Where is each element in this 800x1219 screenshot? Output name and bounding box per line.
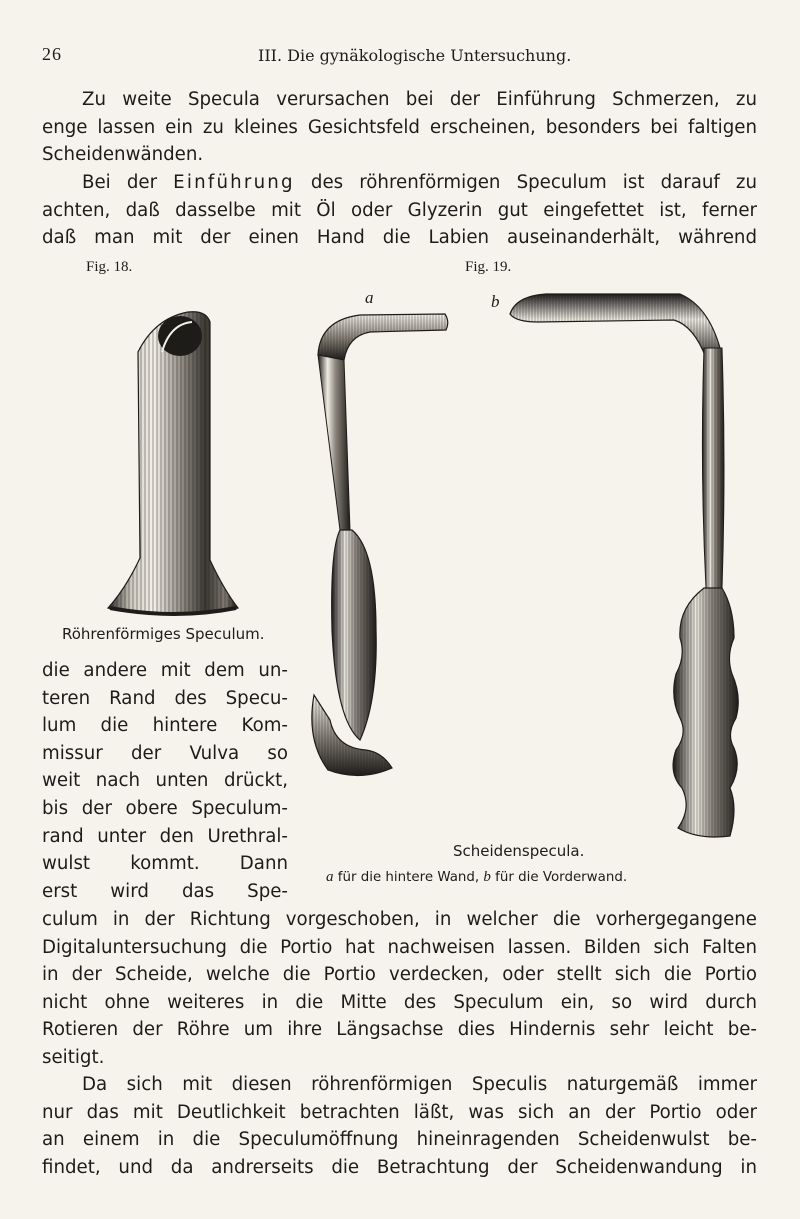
- bottom-paragraph-1: [42, 906, 757, 1072]
- text-line: missur der Vulva so: [42, 742, 288, 764]
- text-line: an einem in die Speculumöffnung hineinragenden Scheidenwulst be-: [42, 1129, 757, 1151]
- emphasized-word: Einführung: [173, 172, 295, 193]
- speculum-b-illustration: [498, 288, 743, 848]
- running-title: III. Die gynäkologische Untersuchung.: [258, 46, 572, 65]
- tubular-speculum-illustration: [100, 300, 250, 620]
- legend-text-b: für die Vorderwand.: [490, 870, 628, 885]
- text-line: Da sich mit diesen röhrenförmigen Speculis naturgemäß immer: [82, 1074, 757, 1095]
- text-line: teren Rand des Specu-: [42, 687, 288, 709]
- text-line: Rotieren der Röhre um ihre Längsachse dies Hindernis sehr leicht be-: [42, 1019, 757, 1041]
- text-fragment: Bei der: [82, 172, 174, 193]
- fig18-label: Fig. 18.: [86, 259, 133, 275]
- text-line: rand unter den Urethral-: [42, 825, 288, 847]
- top-paragraph-1: [42, 86, 757, 169]
- text-line: nur das mit Deutlichkeit betrachten läßt, was sich an der Portio oder: [42, 1101, 757, 1123]
- fig19-caption: Scheidenspecula.: [453, 842, 585, 860]
- text-line: Digitaluntersuchung die Portio hat nachweisen lassen. Bilden sich Falten: [42, 936, 757, 958]
- text-line: die andere mit dem un-: [42, 660, 288, 681]
- page-number: 26: [42, 44, 62, 64]
- text-line: bis der obere Speculum-: [42, 797, 288, 819]
- text-line: wulst kommt. Dann: [42, 853, 288, 875]
- fig19-legend: [326, 869, 627, 886]
- top-paragraph-2: [42, 169, 757, 252]
- text-line: Scheidenwänden.: [42, 144, 204, 166]
- legend-letter-a: a: [326, 869, 334, 885]
- text-line: in der Scheide, welche die Portio verdecken, oder stellt sich die Portio: [42, 964, 757, 986]
- speculum-a-illustration: [300, 300, 475, 780]
- text-line: lum die hintere Kom-: [42, 715, 288, 737]
- text-fragment: des röhrenförmigen Speculum ist darauf zu: [294, 172, 757, 193]
- text-line: daß man mit der einen Hand die Labien auseinanderhält, während: [42, 227, 757, 249]
- text-line: erst wird das Spe-: [42, 880, 288, 902]
- side-paragraph: [42, 657, 288, 905]
- legend-letter-b: b: [483, 869, 491, 885]
- text-line: weit nach unten drückt,: [42, 770, 288, 792]
- text-line: nicht ohne weiteres in die Mitte des Speculum ein, so wird durch: [42, 991, 757, 1013]
- fig19-letter-b: b: [491, 292, 500, 311]
- text-line: culum in der Richtung vorgeschoben, in welcher die vorhergegangene: [42, 909, 757, 930]
- page-header: [0, 44, 800, 74]
- fig19-label: Fig. 19.: [465, 259, 512, 275]
- fig18-caption: Röhrenförmiges Speculum.: [62, 625, 265, 643]
- text-line: [42, 169, 757, 197]
- bottom-paragraph-2: [42, 1071, 757, 1181]
- text-line: findet, und da andrerseits die Betrachtung der Scheidenwandung in: [42, 1156, 757, 1178]
- text-line: Zu weite Specula verursachen bei der Einführung Schmerzen, zu: [82, 89, 757, 110]
- fig19-letter-a: a: [365, 288, 374, 307]
- text-line: achten, daß dasselbe mit Öl oder Glyzerin gut eingefettet ist, ferner: [42, 199, 757, 221]
- text-line: enge lassen ein zu kleines Gesichtsfeld erscheinen, besonders bei faltigen: [42, 116, 757, 138]
- text-line: seitigt.: [42, 1046, 105, 1068]
- legend-text-a: für die hintere Wand,: [333, 870, 484, 885]
